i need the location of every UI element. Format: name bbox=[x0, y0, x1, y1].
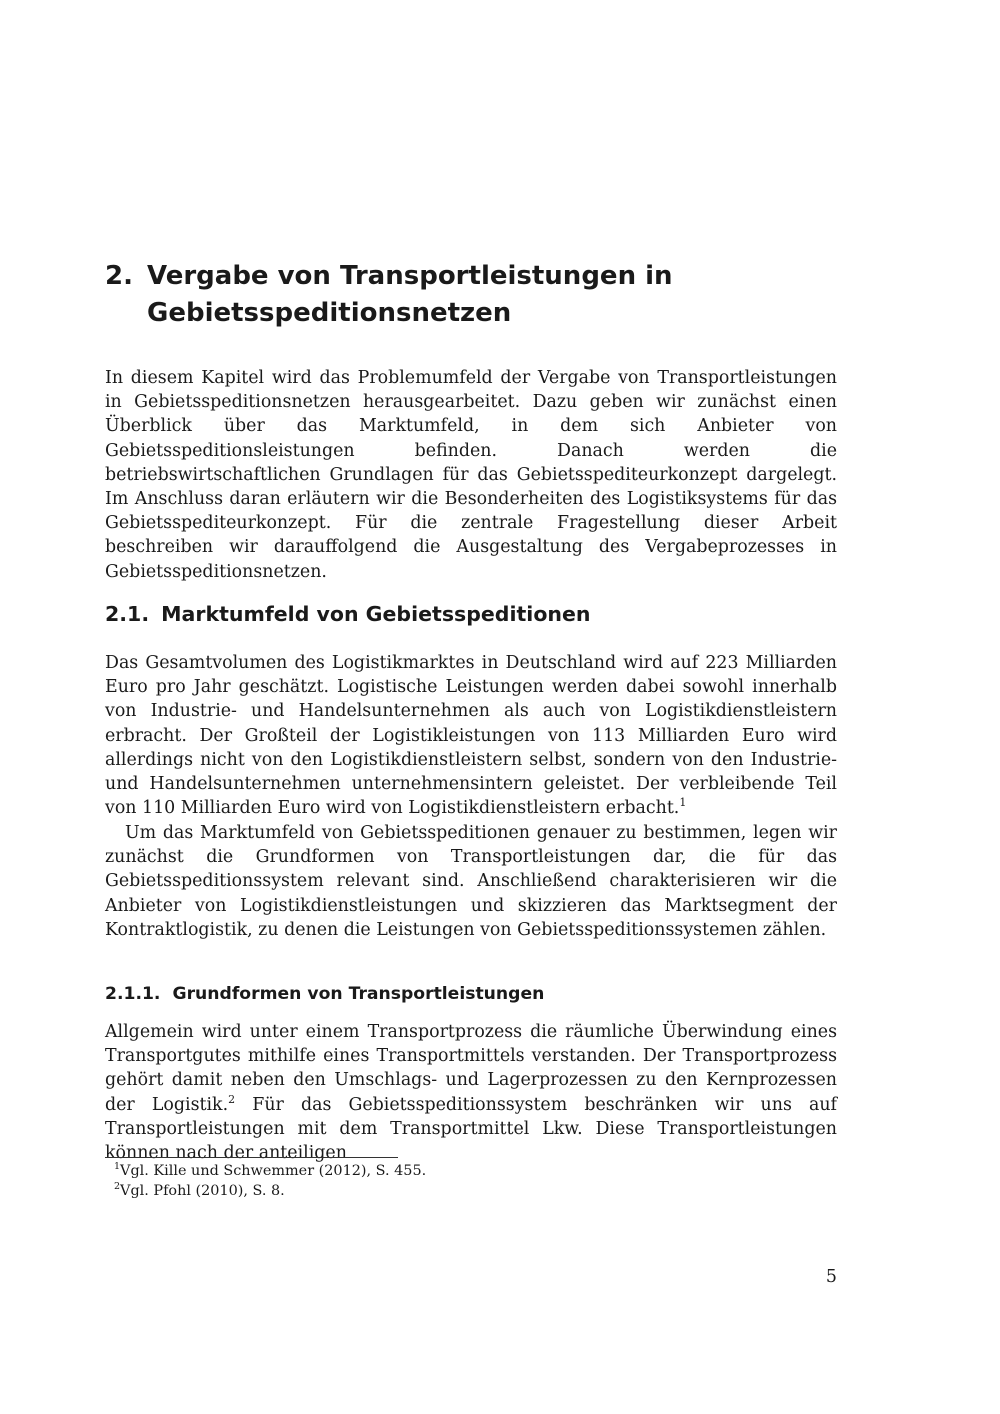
footnote-1-mark: 1 bbox=[114, 1161, 121, 1173]
section-paragraph-1-text: Das Gesamtvolumen des Logistikmarktes in Deutschland wird auf 223 Milliarden Euro pro Jahr geschätzt. Logistische Leistungen werden dabei sowohl innerhalb von Industrie- und Handelsunternehmen als auch von Logistikdienstleistern erbracht. Der Großteil der Logistikleistungen von 113 Milliarden Euro wird allerdings nicht von den Logistikdienstleistern selbst, sondern von den Industrie- und Handelsunternehmen unternehmensintern geleistet. Der verbleibende Teil von 110 Milliarden Euro wird von Logistikdienstleistern erbacht. bbox=[105, 653, 837, 819]
subsection-heading bbox=[105, 982, 544, 1006]
footnote-mark-2: 2 bbox=[228, 1092, 236, 1106]
footnote-1-text: Vgl. Kille und Schwemmer (2012), S. 455. bbox=[120, 1163, 427, 1179]
footnote-2 bbox=[105, 1181, 837, 1201]
section-number: 2.1. bbox=[105, 602, 150, 626]
section-paragraph-2: Um das Marktumfeld von Gebietsspeditionen genauer zu bestimmen, legen wir zunächst die Grundformen von Transportleistungen dar, die für das Gebietsspeditionssystem relevant sind. Anschließend charakterisieren wir die Anbieter von Logistikdienstleistungen und skizzieren das Marktsegment der Kontraktlogistik, zu denen die Leistungen von Gebietsspeditionssystemen zählen. bbox=[105, 823, 837, 940]
footnote-2-text: Vgl. Pfohl (2010), S. 8. bbox=[120, 1183, 285, 1199]
footnote-2-mark: 2 bbox=[114, 1181, 121, 1193]
footnotes bbox=[105, 1161, 837, 1201]
chapter-number: 2. bbox=[105, 261, 133, 291]
subsection-paragraph bbox=[105, 1020, 837, 1165]
page-number: 5 bbox=[825, 1267, 837, 1287]
section-title: Marktumfeld von Gebietsspeditionen bbox=[161, 602, 591, 626]
chapter-title: Vergabe von Transportleistungen in Gebietsspeditionsnetzen bbox=[147, 261, 673, 328]
footnote-mark-1: 1 bbox=[679, 796, 687, 810]
subsection-paragraph-part-2: Für das Gebietsspeditionssystem beschränken wir uns auf Transportleistungen mit dem Transportmittel Lkw. Diese Transportleistungen können nach der anteiligen bbox=[105, 1094, 837, 1164]
subsection-number: 2.1.1. bbox=[105, 984, 161, 1004]
subsection-title: Grundformen von Transportleistungen bbox=[172, 984, 545, 1004]
footnote-1 bbox=[105, 1161, 837, 1181]
section-paragraph-1 bbox=[105, 651, 837, 820]
footnote-separator bbox=[105, 1157, 398, 1158]
section-heading bbox=[105, 601, 591, 627]
chapter-intro-paragraph: In diesem Kapitel wird das Problemumfeld der Vergabe von Transportleistungen in Gebietsspeditionsnetzen herausgearbeitet. Dazu geben wir zunächst einen Überblick über das Marktumfeld, in dem sich Anbieter von Gebietsspeditionsleistungen befinden. Danach werden die betriebswirtschaftlichen Grundlagen für das Gebietsspediteurkonzept dargelegt. Im Anschluss daran erläutern wir die Besonderheiten des Logistiksystems für das Gebietsspediteurkonzept. Für die zentrale Fragestellung dieser Arbeit beschreiben wir darauffolgend die Ausgestaltung des Vergabeprozesses in Gebietsspeditionsnetzen. bbox=[105, 368, 837, 582]
subsection-paragraph-part-1: Allgemein wird unter einem Transportprozess die räumliche Überwindung eines Transportgutes mithilfe eines Transportmittels verstanden. Der Transportprozess gehört damit neben den Umschlags- und Lagerprozessen zu den Kernprozessen der Logistik. bbox=[105, 1022, 837, 1115]
chapter-heading bbox=[105, 258, 865, 332]
